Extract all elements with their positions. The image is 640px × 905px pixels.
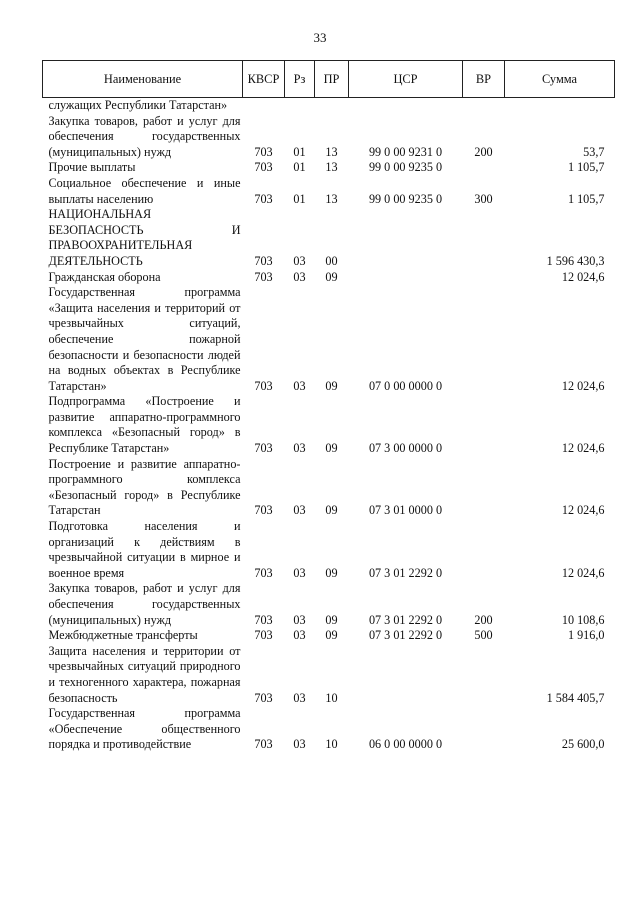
row-rz: 01	[293, 160, 306, 175]
row-rz: 03	[293, 628, 306, 643]
table-row	[43, 176, 615, 207]
table-row	[43, 160, 615, 176]
row-sum: 1 584 405,7	[546, 690, 605, 705]
row-name: Социальное обеспечение и иные выплаты населению	[48, 175, 241, 206]
header-kvsr: КВСР	[243, 61, 285, 98]
row-sum: 12 024,6	[561, 269, 605, 284]
row-pr: 09	[325, 503, 338, 518]
row-csr: 99 0 00 9235 0	[368, 160, 443, 175]
row-name: служащих Республики Татарстан»	[48, 98, 228, 112]
row-vr	[463, 457, 505, 519]
row-pr: 10	[325, 737, 338, 752]
row-csr: 07 3 00 0000 0	[368, 441, 443, 456]
row-pr: 09	[325, 565, 338, 580]
header-rz: Рз	[285, 61, 315, 98]
table-row	[43, 114, 615, 161]
row-rz: 03	[293, 441, 306, 456]
row-rz	[285, 98, 315, 114]
row-pr: 09	[325, 612, 338, 627]
row-csr	[349, 644, 463, 706]
row-vr	[463, 160, 505, 176]
table-row	[43, 644, 615, 706]
row-kvsr	[243, 98, 285, 114]
header-vr: ВР	[463, 61, 505, 98]
row-sum: 12 024,6	[561, 503, 605, 518]
row-kvsr: 703	[254, 160, 273, 175]
row-sum: 1 105,7	[567, 191, 605, 206]
row-kvsr: 703	[254, 253, 273, 268]
row-csr: 07 0 00 0000 0	[368, 378, 443, 393]
table-row	[43, 706, 615, 753]
row-name: Защита населения и территории от чрезвычайных ситуаций природного и техногенного характера, пожарная безопасность	[48, 643, 241, 705]
row-rz: 03	[293, 378, 306, 393]
row-name: Закупка товаров, работ и услуг для обеспечения государственных (муниципальных) нужд	[48, 113, 241, 159]
row-vr	[463, 285, 505, 394]
row-csr	[349, 207, 463, 269]
table-row	[43, 581, 615, 628]
row-vr	[463, 207, 505, 269]
row-kvsr: 703	[254, 565, 273, 580]
row-sum: 1 105,7	[567, 160, 605, 175]
row-vr	[463, 270, 505, 286]
row-pr: 13	[325, 160, 338, 175]
row-vr: 300	[474, 191, 493, 206]
row-kvsr: 703	[254, 503, 273, 518]
row-pr: 09	[325, 378, 338, 393]
row-name: Построение и развитие аппаратно-программного комплекса «Безопасный город» в Республике Татарстан	[48, 456, 241, 518]
row-kvsr: 703	[254, 269, 273, 284]
budget-table	[42, 60, 615, 753]
row-name: Прочие выплаты	[48, 160, 136, 175]
row-kvsr: 703	[254, 144, 273, 159]
row-rz: 03	[293, 253, 306, 268]
row-vr: 500	[474, 628, 493, 643]
row-kvsr: 703	[254, 612, 273, 627]
row-sum: 25 600,0	[561, 737, 605, 752]
table-row	[43, 98, 615, 114]
row-name: Гражданская оборона	[48, 269, 161, 284]
row-pr	[315, 98, 349, 114]
table-row	[43, 457, 615, 519]
row-name: Государственная программа «Защита населения и территорий от чрезвычайных ситуаций, обеспечение пожарной безопасности и безопасности людей на водных объектах в Республике Татарстан»	[48, 285, 241, 393]
header-sum: Сумма	[505, 61, 615, 98]
row-csr: 07 3 01 2292 0	[368, 612, 443, 627]
row-vr	[463, 644, 505, 706]
row-rz: 03	[293, 737, 306, 752]
header-name: Наименование	[43, 61, 243, 98]
row-sum: 12 024,6	[561, 378, 605, 393]
row-csr: 99 0 00 9235 0	[368, 191, 443, 206]
row-vr	[463, 394, 505, 456]
table-row	[43, 519, 615, 581]
table-row	[43, 270, 615, 286]
row-csr	[349, 98, 463, 114]
row-sum: 10 108,6	[561, 612, 605, 627]
row-name: Подготовка населения и организаций к действиям в чрезвычайной ситуации в мирное и военное время	[48, 519, 241, 580]
row-csr: 07 3 01 2292 0	[368, 628, 443, 643]
row-csr: 07 3 01 0000 0	[368, 503, 443, 518]
row-vr	[463, 519, 505, 581]
row-kvsr: 703	[254, 737, 273, 752]
row-sum: 1 916,0	[567, 628, 605, 643]
row-sum: 53,7	[583, 144, 605, 159]
row-vr	[463, 98, 505, 114]
row-csr: 07 3 01 2292 0	[368, 565, 443, 580]
row-name: НАЦИОНАЛЬНАЯ БЕЗОПАСНОСТЬ И ПРАВООХРАНИТЕЛЬНАЯ ДЕЯТЕЛЬНОСТЬ	[48, 207, 241, 268]
row-rz: 01	[293, 144, 306, 159]
row-name: Закупка товаров, работ и услуг для обеспечения государственных (муниципальных) нужд	[48, 581, 241, 627]
row-sum: 1 596 430,3	[546, 253, 605, 268]
row-rz: 03	[293, 269, 306, 284]
row-vr: 200	[474, 144, 493, 159]
table-row	[43, 285, 615, 394]
row-rz: 03	[293, 503, 306, 518]
row-kvsr: 703	[254, 191, 273, 206]
row-csr: 99 0 00 9231 0	[368, 144, 443, 159]
row-kvsr: 703	[254, 628, 273, 643]
row-rz: 01	[293, 191, 306, 206]
table-row	[43, 628, 615, 644]
table-row	[43, 394, 615, 456]
row-csr: 06 0 00 0000 0	[368, 737, 443, 752]
table-header-row	[43, 61, 615, 98]
row-pr: 09	[325, 269, 338, 284]
row-pr: 00	[325, 253, 338, 268]
row-pr: 13	[325, 144, 338, 159]
row-sum: 12 024,6	[561, 565, 605, 580]
table-row	[43, 207, 615, 269]
row-kvsr: 703	[254, 441, 273, 456]
row-pr: 13	[325, 191, 338, 206]
row-sum: 12 024,6	[561, 441, 605, 456]
row-rz: 03	[293, 565, 306, 580]
row-sum	[505, 98, 615, 114]
page-number: 33	[313, 30, 327, 45]
row-kvsr: 703	[254, 690, 273, 705]
row-rz: 03	[293, 612, 306, 627]
row-name: Подпрограмма «Построение и развитие аппаратно-программного комплекса «Безопасный город» в Республике Татарстан»	[48, 394, 241, 456]
row-rz: 03	[293, 690, 306, 705]
row-name: Межбюджетные трансферты	[48, 628, 198, 643]
row-vr	[463, 706, 505, 753]
row-pr: 09	[325, 628, 338, 643]
header-csr: ЦСР	[349, 61, 463, 98]
row-name: Государственная программа «Обеспечение общественного порядка и противодействие	[48, 706, 241, 752]
row-kvsr: 703	[254, 378, 273, 393]
row-pr: 10	[325, 690, 338, 705]
row-pr: 09	[325, 441, 338, 456]
header-pr: ПР	[315, 61, 349, 98]
row-vr: 200	[474, 612, 493, 627]
row-csr	[349, 270, 463, 286]
